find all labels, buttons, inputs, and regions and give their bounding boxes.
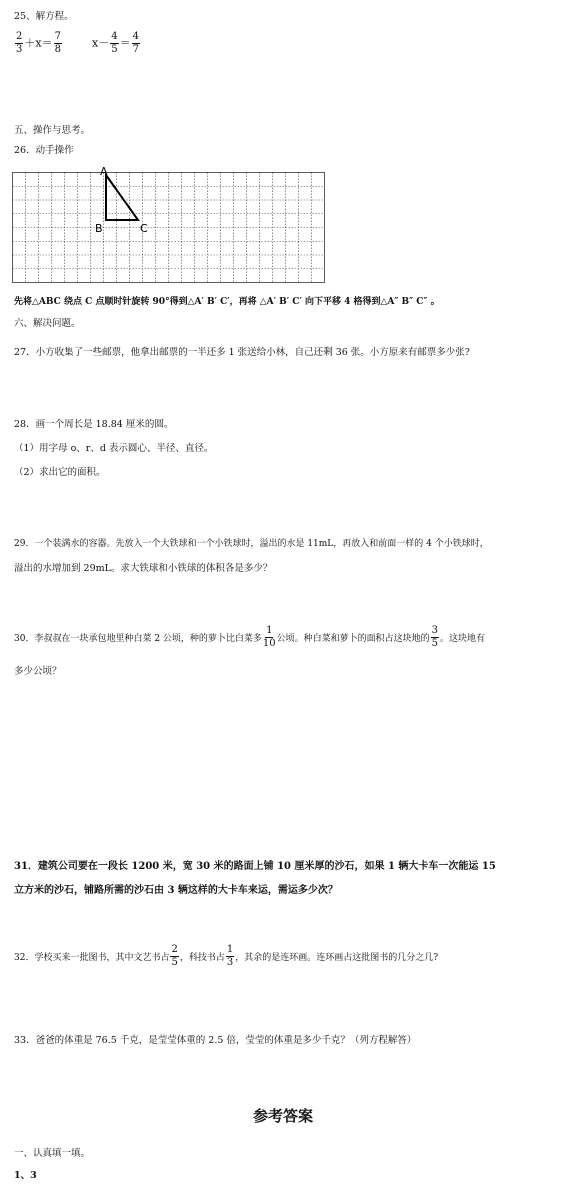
question-28-line1: 28．画一个周长是 18.84 厘米的圆。 [14,419,174,430]
equation-1: $\frac{2}{3}$ ＋x＝ $\frac{7}{8}$ [16,31,61,55]
fraction: $\frac{4}{7}$ [132,31,139,55]
section-6-heading: 六、解决问题。 [14,318,81,329]
question-32: 32．学校买来一批图书，其中文艺书占 $\frac{2}{5}$ ，科技书占 $\frac{1}{3}$ ，其余的是连环画。连环画占这批图书的几分之几? [14,944,439,968]
fraction: $\frac{1}{10}$ [262,625,276,649]
question-25-label: 25、解方程。 [14,11,74,22]
fraction: $\frac{7}{8}$ [54,31,61,55]
question-31-line2: 立方米的沙石，铺路所需的沙石由 3 辆这样的大卡车来运，需运多少次？ [14,885,338,896]
grid-svg [12,165,326,283]
equation-2: x－ $\frac{4}{5}$ ＝ $\frac{4}{7}$ [92,31,139,55]
triangle-abc [106,175,138,220]
vertex-a-label: A [100,165,108,178]
answers-title: 参考答案 [252,1107,313,1125]
rotation-instruction: 先将△ABC 绕点 C 点顺时针旋转 90°得到△A′ B′ C′，再将 △A′ B′ C′ 向下平移 4 格得到△A″ B″ C″ 。 [14,297,440,307]
fraction: $\frac{3}{5}$ [431,625,439,649]
vertex-c-label: C [140,222,148,235]
grid-figure [12,165,326,283]
question-26-label: 26．动手操作 [14,145,74,156]
question-29-line1: 29．一个装满水的容器。先放入一个大铁球和一个小铁球时，溢出的水是 11mL，再放入和前面一样的 4 个小铁球时， [14,539,489,549]
answers-section-1: 一、认真填一填。 [14,1148,91,1159]
question-30-line1: 30．李叔叔在一块承包地里种白菜 2 公顷，种的萝卜比白菜多 $\frac{1}{10}$ 公顷。种白菜和萝卜的面积占这块地的 $\frac{3}{5}$ 。这块地有 [14,625,486,649]
question-27: 27．小方收集了一些邮票，他拿出邮票的一半还多 1 张送给小林，自己还剩 36 张。小方原来有邮票多少张? [14,347,470,358]
question-28-line3: （2）求出它的面积。 [14,467,106,478]
question-31-line1: 31．建筑公司要在一段长 1200 米，宽 30 米的路面上铺 10 厘米厚的沙石，如果 1 辆大卡车一次能运 15 [14,861,496,872]
answer-1: 1、3 [14,1170,37,1181]
vertex-b-label: B [95,222,103,235]
fraction: $\frac{4}{5}$ [111,31,118,55]
fraction: $\frac{2}{3}$ [16,31,23,55]
question-30-line2: 多少公顷？ [14,666,62,677]
fraction: $\frac{2}{5}$ [171,944,178,968]
question-28-line2: （1）用字母 o、r、d 表示圆心、半径、直径。 [14,443,214,454]
question-33: 33．爸爸的体重是 76.5 千克，是莹莹体重的 2.5 倍，莹莹的体重是多少千克？（列方程解答） [14,1035,417,1046]
fraction: $\frac{1}{3}$ [226,944,234,968]
section-5-heading: 五、操作与思考。 [14,125,91,136]
question-29-line2: 溢出的水增加到 29mL。求大铁球和小铁球的体积各是多少？ [14,563,273,574]
